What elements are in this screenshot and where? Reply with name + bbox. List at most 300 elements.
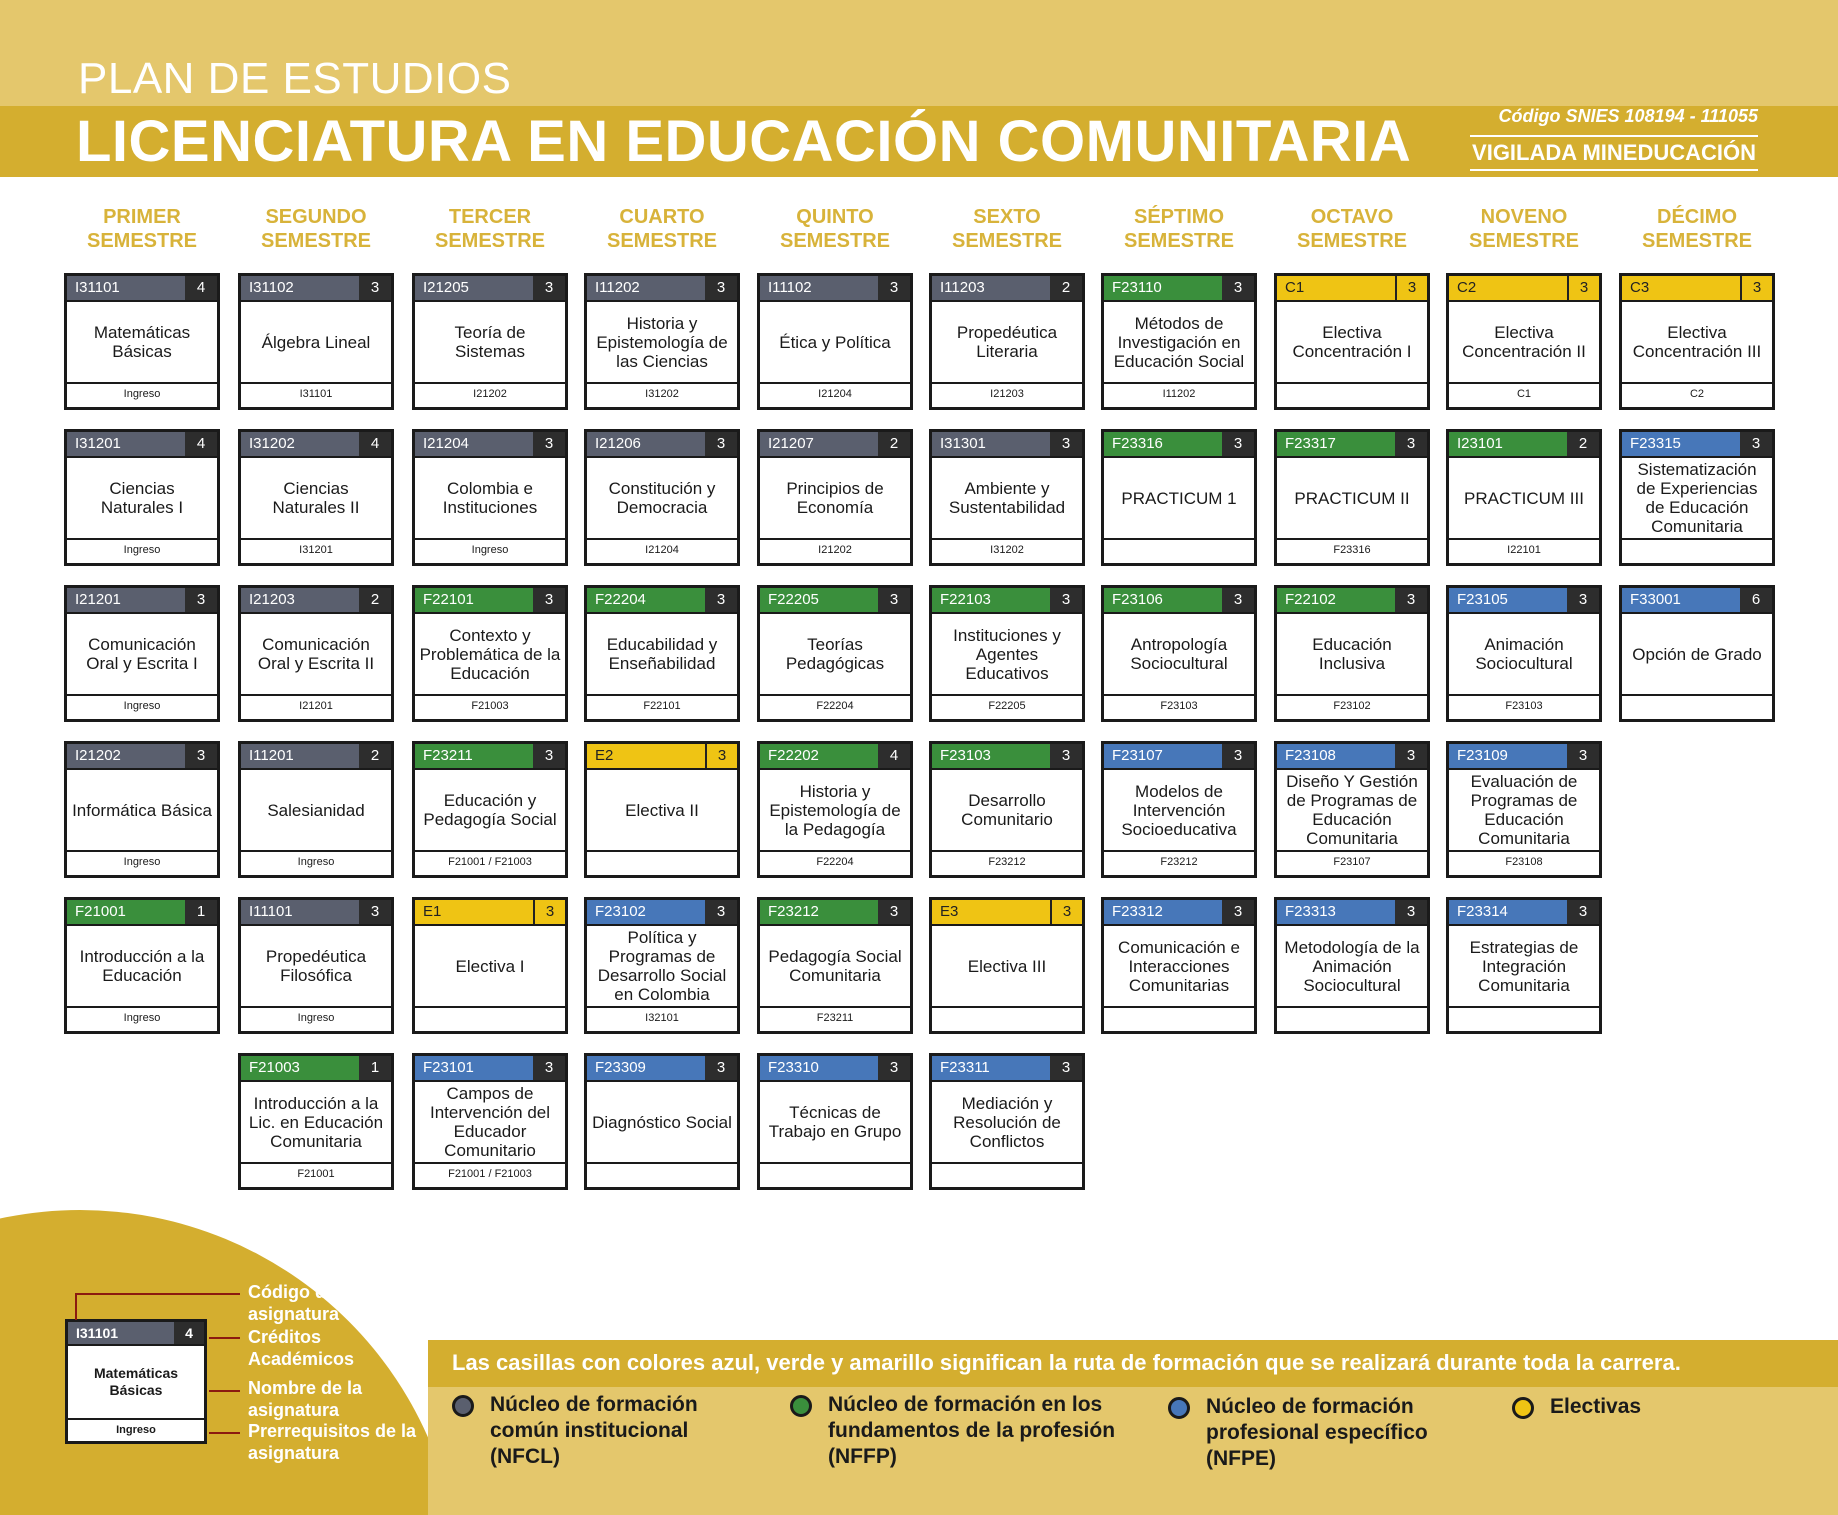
semester-title-line1: NOVENO	[1480, 206, 1568, 228]
course-credits: 3	[1567, 276, 1599, 300]
course-card	[412, 1053, 568, 1190]
course-card	[929, 741, 1085, 878]
course-credits: 3	[1222, 900, 1254, 924]
semester-title-line2: SEMESTRE	[1123, 230, 1235, 252]
sample-card-credits: 4	[174, 1322, 204, 1344]
course-prerequisite	[1104, 1006, 1254, 1031]
course-code: C3	[1622, 276, 1740, 300]
course-name: Ciencias Naturales II	[241, 456, 391, 540]
course-credits: 4	[185, 276, 217, 300]
course-name: Historia y Epistemología de las Ciencias	[587, 300, 737, 384]
course-card	[238, 429, 394, 566]
course-credits: 3	[1395, 432, 1427, 456]
course-credits: 3	[1050, 1056, 1082, 1080]
course-code: I11203	[932, 276, 1050, 300]
course-card	[64, 273, 220, 410]
semester-title-line1: OCTAVO	[1310, 206, 1394, 228]
course-code: I31201	[67, 432, 185, 456]
course-card	[412, 897, 568, 1034]
course-prerequisite: F23108	[1505, 856, 1543, 868]
course-name: Ciencias Naturales I	[67, 456, 217, 540]
course-card-header	[241, 900, 391, 924]
course-credits: 3	[1050, 432, 1082, 456]
sample-card-header	[68, 1322, 204, 1344]
course-card-header	[587, 588, 737, 612]
course-name: Electiva II	[587, 768, 737, 852]
course-card	[64, 585, 220, 722]
legend-dot-gray	[452, 1395, 474, 1417]
course-credits: 3	[1050, 588, 1082, 612]
course-code: E2	[587, 744, 705, 768]
course-card-header	[1104, 588, 1254, 612]
course-credits: 3	[1222, 276, 1254, 300]
course-code: F22103	[932, 588, 1050, 612]
course-card	[1101, 741, 1257, 878]
course-card-header	[67, 588, 217, 612]
course-name: Colombia e Instituciones	[415, 456, 565, 540]
semester-title-line2: SEMESTRE	[86, 230, 198, 252]
course-card-header	[1449, 588, 1599, 612]
course-prerequisite: F23212	[1160, 856, 1198, 868]
course-prerequisite: F21001 / F21003	[448, 1168, 532, 1180]
course-card-header	[415, 276, 565, 300]
course-code: F23317	[1277, 432, 1395, 456]
course-card	[1619, 273, 1775, 410]
semester-title-line1: SÉPTIMO	[1133, 206, 1224, 228]
course-credits: 3	[878, 588, 910, 612]
course-name: Ética y Política	[760, 300, 910, 384]
course-prerequisite: I31101	[299, 388, 333, 400]
course-card-header	[1622, 432, 1772, 456]
course-card-header	[587, 744, 737, 768]
course-card-header	[1622, 276, 1772, 300]
course-code: I11201	[241, 744, 359, 768]
course-card	[584, 273, 740, 410]
course-code: F23211	[415, 744, 533, 768]
course-code: I31202	[241, 432, 359, 456]
course-card	[1101, 273, 1257, 410]
course-card	[757, 1053, 913, 1190]
course-credits: 3	[1222, 432, 1254, 456]
course-credits: 3	[705, 900, 737, 924]
course-credits: 3	[878, 1056, 910, 1080]
course-name: Informática Básica	[67, 768, 217, 852]
course-code: I21203	[241, 588, 359, 612]
legend-item-nfpe	[1168, 1394, 1468, 1472]
course-card	[584, 1053, 740, 1190]
semester-title	[67, 205, 217, 253]
course-prerequisite	[415, 1006, 565, 1031]
course-name: Desarrollo Comunitario	[932, 768, 1082, 852]
course-card	[1446, 429, 1602, 566]
course-credits: 3	[1395, 588, 1427, 612]
course-prerequisite: I31202	[645, 388, 679, 400]
course-code: I23101	[1449, 432, 1567, 456]
course-prerequisite	[1277, 382, 1427, 407]
course-name: Constitución y Democracia	[587, 456, 737, 540]
course-card-header	[587, 276, 737, 300]
course-code: F23105	[1449, 588, 1567, 612]
course-prerequisite: Ingreso	[471, 544, 509, 556]
semester-title	[587, 205, 737, 253]
course-prerequisite	[932, 1162, 1082, 1187]
semester-title-line1: PRIMER	[103, 206, 181, 228]
course-prerequisite: I31202	[990, 544, 1024, 556]
course-card-header	[1104, 900, 1254, 924]
course-name: Propedéutica Filosófica	[241, 924, 391, 1008]
course-card-header	[1449, 276, 1599, 300]
course-prerequisite: F22101	[643, 700, 681, 712]
semester-title-line2: SEMESTRE	[434, 230, 546, 252]
course-card-header	[415, 900, 565, 924]
course-card	[64, 429, 220, 566]
course-name: Matemáticas Básicas	[67, 300, 217, 384]
course-prerequisite	[1104, 538, 1254, 563]
course-card	[1446, 585, 1602, 722]
course-card-header	[932, 744, 1082, 768]
course-code: F23107	[1104, 744, 1222, 768]
course-code: F22101	[415, 588, 533, 612]
course-name: Teoría de Sistemas	[415, 300, 565, 384]
course-prerequisite	[587, 850, 737, 875]
course-credits: 3	[533, 1056, 565, 1080]
course-credits: 3	[533, 276, 565, 300]
course-card-header	[415, 432, 565, 456]
course-credits: 2	[878, 432, 910, 456]
semester-title	[1104, 205, 1254, 253]
course-card-header	[1104, 432, 1254, 456]
course-code: F22205	[760, 588, 878, 612]
sample-card-code: I31101	[68, 1322, 174, 1344]
course-card-header	[1277, 744, 1427, 768]
course-code: F23108	[1277, 744, 1395, 768]
course-prerequisite	[587, 1162, 737, 1187]
course-card-header	[1449, 744, 1599, 768]
annotation-line-prereq	[209, 1432, 240, 1434]
course-card-header	[587, 432, 737, 456]
course-card-header	[760, 900, 910, 924]
semester-title-line2: SEMESTRE	[1641, 230, 1753, 252]
semester-title-line2: SEMESTRE	[260, 230, 372, 252]
course-credits: 1	[185, 900, 217, 924]
course-card-header	[932, 1056, 1082, 1080]
course-prerequisite: F23107	[1333, 856, 1371, 868]
course-code: F33001	[1622, 588, 1740, 612]
course-card-header	[932, 276, 1082, 300]
course-code: I31301	[932, 432, 1050, 456]
course-card-header	[67, 900, 217, 924]
course-card	[584, 897, 740, 1034]
course-card	[238, 897, 394, 1034]
course-card	[584, 429, 740, 566]
course-code: C2	[1449, 276, 1567, 300]
semester-title	[1277, 205, 1427, 253]
annotation-name: Nombre de la asignatura	[248, 1378, 363, 1420]
course-card	[238, 741, 394, 878]
course-card	[929, 585, 1085, 722]
course-card-header	[1104, 744, 1254, 768]
course-name: Comunicación Oral y Escrita II	[241, 612, 391, 696]
semester-title	[1449, 205, 1599, 253]
course-code: I31102	[241, 276, 359, 300]
course-code: I11101	[241, 900, 359, 924]
course-card	[238, 273, 394, 410]
course-card-header	[587, 1056, 737, 1080]
course-prerequisite: Ingreso	[123, 856, 161, 868]
course-card	[1101, 429, 1257, 566]
course-prerequisite: I11202	[1162, 388, 1196, 400]
course-prerequisite: Ingreso	[123, 1012, 161, 1024]
course-prerequisite	[932, 1006, 1082, 1031]
course-prerequisite: I32101	[645, 1012, 679, 1024]
course-credits: 3	[705, 588, 737, 612]
course-credits: 2	[359, 744, 391, 768]
course-name: Introducción a la Lic. en Educación Comunitaria	[241, 1080, 391, 1164]
course-card-header	[415, 1056, 565, 1080]
course-credits: 3	[1050, 744, 1082, 768]
course-code: I11202	[587, 276, 705, 300]
course-card	[1446, 741, 1602, 878]
course-card	[412, 741, 568, 878]
course-code: F23309	[587, 1056, 705, 1080]
course-card	[757, 429, 913, 566]
course-card-header	[587, 900, 737, 924]
course-card-header	[760, 1056, 910, 1080]
course-name: Diagnóstico Social	[587, 1080, 737, 1164]
course-prerequisite: I21202	[818, 544, 852, 556]
course-card	[929, 897, 1085, 1034]
course-code: I21207	[760, 432, 878, 456]
course-card	[1619, 429, 1775, 566]
course-code: I21204	[415, 432, 533, 456]
course-code: I21206	[587, 432, 705, 456]
course-credits: 3	[878, 900, 910, 924]
course-card-header	[67, 276, 217, 300]
course-code: I21201	[67, 588, 185, 612]
semester-title-line2: SEMESTRE	[951, 230, 1063, 252]
course-card	[412, 429, 568, 566]
course-card	[929, 273, 1085, 410]
course-credits: 2	[1050, 276, 1082, 300]
course-credits: 3	[185, 744, 217, 768]
course-prerequisite: F23211	[816, 1012, 854, 1024]
course-credits: 4	[878, 744, 910, 768]
course-card	[1274, 585, 1430, 722]
course-card	[1446, 273, 1602, 410]
course-card	[929, 1053, 1085, 1190]
legend-label-nfpe: Núcleo de formación profesional específico (NFPE)	[1206, 1395, 1428, 1470]
course-name: Métodos de Investigación en Educación Social	[1104, 300, 1254, 384]
course-name: Diseño Y Gestión de Programas de Educación Comunitaria	[1277, 768, 1427, 852]
course-card	[757, 741, 913, 878]
course-prerequisite: I22101	[1507, 544, 1541, 556]
course-name: Instituciones y Agentes Educativos	[932, 612, 1082, 696]
course-prerequisite: I21201	[299, 700, 333, 712]
course-card-header	[1104, 276, 1254, 300]
course-card-header	[1449, 432, 1599, 456]
course-name: Ambiente y Sustentabilidad	[932, 456, 1082, 540]
course-card	[1274, 273, 1430, 410]
sample-card-prereq: Ingreso	[116, 1424, 156, 1436]
legend-dot-green	[790, 1395, 812, 1417]
course-card-header	[932, 588, 1082, 612]
course-name: Electiva I	[415, 924, 565, 1008]
page-subtitle: PLAN DE ESTUDIOS	[78, 54, 512, 103]
course-credits: 3	[1395, 900, 1427, 924]
course-name: Campos de Intervención del Educador Comunitario	[415, 1080, 565, 1164]
course-card-header	[1277, 432, 1427, 456]
semester-title	[932, 205, 1082, 253]
course-code: F23106	[1104, 588, 1222, 612]
course-card-header	[67, 744, 217, 768]
course-card-header	[760, 432, 910, 456]
course-credits: 3	[1740, 276, 1772, 300]
course-card	[757, 897, 913, 1034]
course-code: I31101	[67, 276, 185, 300]
course-prerequisite	[1449, 1006, 1599, 1031]
course-prerequisite: F23103	[1505, 700, 1543, 712]
course-credits: 3	[705, 744, 737, 768]
course-prerequisite: Ingreso	[123, 700, 161, 712]
course-code: F21003	[241, 1056, 359, 1080]
course-credits: 3	[533, 900, 565, 924]
semester-title-line2: SEMESTRE	[1468, 230, 1580, 252]
course-credits: 3	[1567, 588, 1599, 612]
course-prerequisite: Ingreso	[297, 1012, 335, 1024]
course-credits: 3	[359, 900, 391, 924]
course-name: Educabilidad y Enseñabilidad	[587, 612, 737, 696]
course-name: Modelos de Intervención Socioeducativa	[1104, 768, 1254, 852]
course-name: Electiva III	[932, 924, 1082, 1008]
course-prerequisite: F23316	[1333, 544, 1371, 556]
course-card-header	[1277, 588, 1427, 612]
legend-item-nffp	[790, 1392, 1120, 1470]
course-code: F23311	[932, 1056, 1050, 1080]
course-code: E3	[932, 900, 1050, 924]
course-card-header	[932, 432, 1082, 456]
course-credits: 3	[185, 588, 217, 612]
course-prerequisite: F23212	[988, 856, 1026, 868]
course-code: F23316	[1104, 432, 1222, 456]
course-credits: 3	[705, 1056, 737, 1080]
course-code: I21202	[67, 744, 185, 768]
course-card-header	[67, 432, 217, 456]
course-credits: 3	[533, 432, 565, 456]
course-name: Salesianidad	[241, 768, 391, 852]
course-code: F21001	[67, 900, 185, 924]
legend-label-nffp: Núcleo de formación en los fundamentos de la profesión (NFFP)	[828, 1393, 1116, 1468]
course-card-header	[1622, 588, 1772, 612]
course-card-header	[241, 744, 391, 768]
course-credits: 3	[1050, 900, 1082, 924]
course-credits: 4	[185, 432, 217, 456]
legend-dot-blue	[1168, 1397, 1190, 1419]
course-prerequisite: F23102	[1333, 700, 1371, 712]
course-code: F22102	[1277, 588, 1395, 612]
course-code: F23310	[760, 1056, 878, 1080]
semester-title-line2: SEMESTRE	[1296, 230, 1408, 252]
course-code: F22202	[760, 744, 878, 768]
course-name: Electiva Concentración III	[1622, 300, 1772, 384]
course-card-header	[1277, 276, 1427, 300]
course-name: Animación Sociocultural	[1449, 612, 1599, 696]
course-name: Educación Inclusiva	[1277, 612, 1427, 696]
course-code: F23110	[1104, 276, 1222, 300]
course-code: F23313	[1277, 900, 1395, 924]
course-name: Electiva Concentración II	[1449, 300, 1599, 384]
course-name: Sistematización de Experiencias de Educación Comunitaria	[1622, 456, 1772, 540]
course-credits: 4	[359, 432, 391, 456]
course-card	[412, 273, 568, 410]
legend-note: Las casillas con colores azul, verde y amarillo significan la ruta de formación que se realizará durante toda la carrera.	[452, 1350, 1681, 1375]
course-card	[1101, 585, 1257, 722]
course-card-header	[760, 276, 910, 300]
course-prerequisite: Ingreso	[123, 388, 161, 400]
course-prerequisite: I31201	[299, 544, 333, 556]
course-prerequisite: I21204	[818, 388, 852, 400]
course-name: Introducción a la Educación	[67, 924, 217, 1008]
course-credits: 3	[705, 432, 737, 456]
course-name: Estrategias de Integración Comunitaria	[1449, 924, 1599, 1008]
course-name: Contexto y Problemática de la Educación	[415, 612, 565, 696]
course-card	[1101, 897, 1257, 1034]
course-name: Comunicación e Interacciones Comunitarias	[1104, 924, 1254, 1008]
course-card	[757, 585, 913, 722]
course-code: F23315	[1622, 432, 1740, 456]
course-credits: 3	[1740, 432, 1772, 456]
course-card-header	[760, 744, 910, 768]
course-prerequisite: F21001 / F21003	[448, 856, 532, 868]
course-prerequisite	[1622, 694, 1772, 719]
course-card-header	[241, 432, 391, 456]
semester-title-line1: TERCER	[448, 206, 532, 228]
course-prerequisite	[1277, 1006, 1427, 1031]
semester-title	[415, 205, 565, 253]
annotation-line-code-v	[75, 1293, 77, 1320]
course-credits: 3	[359, 276, 391, 300]
legend-dot-yellow	[1512, 1397, 1534, 1419]
course-card-header	[241, 588, 391, 612]
course-code: F23101	[415, 1056, 533, 1080]
course-code: F23312	[1104, 900, 1222, 924]
course-prerequisite: C1	[1516, 388, 1532, 400]
course-code: F23103	[932, 744, 1050, 768]
course-credits: 3	[1395, 744, 1427, 768]
course-card-header	[241, 276, 391, 300]
course-card	[64, 741, 220, 878]
annotation-code: Código de la asignatura	[248, 1282, 356, 1324]
course-code: F23212	[760, 900, 878, 924]
course-credits: 1	[359, 1056, 391, 1080]
course-prerequisite: F22204	[816, 700, 854, 712]
course-credits: 3	[1395, 276, 1427, 300]
semester-title	[241, 205, 391, 253]
course-card	[412, 585, 568, 722]
semester-title	[1622, 205, 1772, 253]
annotation-line-name	[209, 1390, 240, 1392]
course-card	[64, 897, 220, 1034]
annotation-line-credits	[209, 1337, 240, 1339]
course-credits: 2	[359, 588, 391, 612]
course-name: Técnicas de Trabajo en Grupo	[760, 1080, 910, 1164]
course-credits: 3	[705, 276, 737, 300]
course-code: C1	[1277, 276, 1395, 300]
course-prerequisite	[1622, 538, 1772, 563]
course-name: Antropología Sociocultural	[1104, 612, 1254, 696]
course-name: Comunicación Oral y Escrita I	[67, 612, 217, 696]
course-name: Pedagogía Social Comunitaria	[760, 924, 910, 1008]
course-credits: 3	[1222, 588, 1254, 612]
